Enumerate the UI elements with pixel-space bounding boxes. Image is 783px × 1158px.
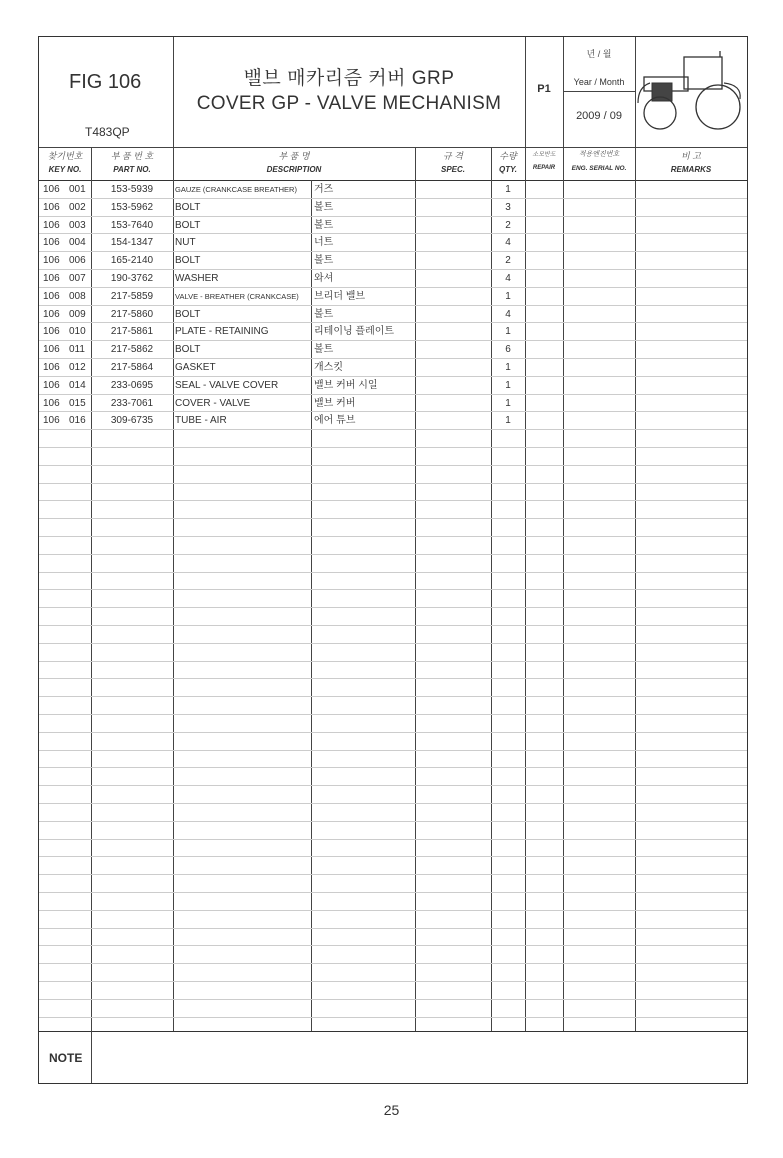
description-english: WASHER: [175, 273, 219, 284]
description-english: TUBE - AIR: [175, 415, 227, 427]
table-row: [39, 395, 747, 413]
description-english: VALVE - BREATHER (CRANKCASE): [175, 291, 299, 301]
page-code: P1: [537, 83, 551, 95]
description-english: GASKET: [175, 362, 216, 373]
parts-sheet: [38, 36, 748, 1084]
quantity: 4: [505, 273, 511, 284]
quantity: 4: [505, 237, 511, 249]
col-remarks-en: REMARKS: [670, 165, 712, 174]
description-korean: 볼트: [314, 308, 334, 320]
table-row: [39, 412, 747, 430]
table-row: [39, 430, 747, 448]
table-row: [39, 555, 747, 573]
col-part-ko: 부 품 번 호: [110, 151, 154, 161]
description-korean: 볼트: [314, 219, 334, 231]
table-row: [39, 181, 747, 199]
part-number: 165-2140: [110, 255, 154, 267]
quantity: 2: [505, 255, 511, 267]
table-row: [39, 1000, 747, 1018]
part-number: 217-5861: [110, 326, 154, 338]
quantity: 1: [505, 326, 511, 338]
description-korean: 볼트: [314, 344, 334, 356]
table-row: [39, 288, 747, 306]
tractor-icon: [636, 43, 748, 143]
description-english: BOLT: [175, 219, 201, 231]
key-number-prefix: 106: [43, 237, 60, 249]
col-repair-en: REPAIR: [532, 165, 556, 171]
table-row: [39, 199, 747, 217]
col-spec-en: SPEC.: [440, 165, 465, 174]
description-english: BOLT: [175, 308, 201, 320]
quantity: 1: [505, 362, 511, 373]
col-desc-en: DESCRIPTION: [266, 165, 322, 174]
key-number-prefix: 106: [43, 362, 60, 373]
description-korean: 브리더 밸브: [314, 290, 366, 302]
table-row: [39, 252, 747, 270]
description-english: GAUZE (CRANKCASE BREATHER): [175, 185, 297, 194]
table-row: [39, 234, 747, 252]
description-korean: 개스킷: [314, 362, 343, 373]
table-row: [39, 982, 747, 1000]
description-korean: 리테이닝 플레이트: [314, 326, 395, 338]
table-row: [39, 822, 747, 840]
table-row: [39, 590, 747, 608]
col-qty-ko: 수량: [499, 151, 517, 161]
key-number-suffix: 010: [69, 326, 86, 338]
col-remarks-ko: 비 고: [681, 151, 701, 161]
quantity: 1: [505, 415, 511, 427]
table-row: [39, 448, 747, 466]
col-serial-ko: 적용엔진번호: [578, 151, 620, 158]
key-number-suffix: 012: [69, 362, 86, 373]
key-number-suffix: 014: [69, 379, 86, 391]
table-row: [39, 804, 747, 822]
table-row: [39, 911, 747, 929]
table-row: [39, 893, 747, 911]
note-label: NOTE: [49, 1051, 83, 1065]
key-number-prefix: 106: [43, 308, 60, 320]
description-english: SEAL - VALVE COVER: [175, 379, 279, 391]
table-row: [39, 573, 747, 591]
description-english: NUT: [175, 237, 196, 249]
description-korean: 볼트: [314, 255, 334, 267]
key-number-suffix: 009: [69, 308, 86, 320]
quantity: 2: [505, 219, 511, 231]
key-number-suffix: 003: [69, 219, 86, 231]
part-number: 154-1347: [110, 237, 154, 249]
table-row: [39, 306, 747, 324]
part-number: 233-0695: [110, 379, 154, 391]
table-row: [39, 323, 747, 341]
key-number-prefix: 106: [43, 397, 60, 409]
table-row: [39, 359, 747, 377]
figure-number: FIG 106: [69, 71, 142, 93]
part-number: 309-6735: [110, 415, 154, 427]
title-korean: 밸브 매카리즘 커버 GRP: [243, 68, 455, 89]
table-row: [39, 662, 747, 680]
title-english: COVER GP - VALVE MECHANISM: [196, 93, 502, 114]
table-row: [39, 964, 747, 982]
key-number-suffix: 015: [69, 397, 86, 409]
key-number-suffix: 016: [69, 415, 86, 427]
key-number-prefix: 106: [43, 184, 60, 195]
part-number: 153-5962: [110, 201, 154, 213]
table-row: [39, 697, 747, 715]
description-korean: 거즈: [314, 184, 334, 195]
date-label-english: Year / Month: [573, 77, 625, 87]
table-row: [39, 929, 747, 947]
description-english: BOLT: [175, 201, 201, 213]
col-qty-en: QTY.: [499, 165, 517, 174]
col-repair-ko: 소모반도: [532, 152, 556, 158]
table-row: [39, 857, 747, 875]
part-number: 217-5860: [110, 308, 154, 320]
description-korean: 에어 튜브: [314, 415, 356, 427]
table-row: [39, 946, 747, 964]
key-number-prefix: 106: [43, 273, 60, 284]
table-row: [39, 768, 747, 786]
key-number-suffix: 002: [69, 201, 86, 213]
date-label-korean: 년 / 월: [586, 49, 612, 59]
description-korean: 밸브 커버 시일: [314, 379, 378, 391]
key-number-prefix: 106: [43, 326, 60, 338]
quantity: 1: [505, 379, 511, 391]
description-english: BOLT: [175, 255, 201, 267]
quantity: 6: [505, 344, 511, 356]
quantity: 4: [505, 308, 511, 320]
key-number-prefix: 106: [43, 290, 60, 302]
key-number-prefix: 106: [43, 415, 60, 427]
key-number-prefix: 106: [43, 255, 60, 267]
table-row: [39, 270, 747, 288]
part-number: 217-5862: [110, 344, 154, 356]
part-number: 190-3762: [110, 273, 154, 284]
part-number: 233-7061: [110, 397, 154, 409]
table-row: [39, 875, 747, 893]
part-number: 217-5859: [110, 290, 154, 302]
table-row: [39, 733, 747, 751]
description-english: PLATE - RETAINING: [175, 326, 269, 338]
col-desc-ko: 부 품 명: [278, 151, 310, 161]
col-spec-ko: 규 격: [443, 151, 463, 161]
table-row: [39, 608, 747, 626]
table-row: [39, 840, 747, 858]
description-korean: 볼트: [314, 201, 334, 213]
quantity: 1: [505, 397, 511, 409]
key-number-prefix: 106: [43, 201, 60, 213]
col-key-ko: 찾기번호: [47, 151, 83, 161]
key-number-suffix: 008: [69, 290, 86, 302]
key-number-suffix: 004: [69, 237, 86, 249]
model-code: T483QP: [85, 125, 130, 139]
parts-table-body: [39, 181, 747, 1031]
table-row: [39, 484, 747, 502]
table-row: [39, 341, 747, 359]
table-row: [39, 519, 747, 537]
table-row: [39, 501, 747, 519]
part-number: 217-5864: [110, 362, 154, 373]
table-row: [39, 715, 747, 733]
quantity: 1: [505, 290, 511, 302]
col-part-en: PART NO.: [113, 165, 151, 174]
quantity: 3: [505, 201, 511, 213]
key-number-suffix: 006: [69, 255, 86, 267]
table-row: [39, 537, 747, 555]
table-row: [39, 466, 747, 484]
table-row: [39, 377, 747, 395]
description-english: BOLT: [175, 344, 201, 356]
description-english: COVER - VALVE: [175, 397, 251, 409]
key-number-prefix: 106: [43, 344, 60, 356]
key-number-suffix: 001: [69, 184, 86, 195]
part-number: 153-7640: [110, 219, 154, 231]
description-korean: 밸브 커버: [314, 397, 356, 409]
key-number-prefix: 106: [43, 219, 60, 231]
key-number-suffix: 007: [69, 273, 86, 284]
col-key-en: KEY NO.: [48, 165, 82, 174]
table-row: [39, 751, 747, 769]
key-number-prefix: 106: [43, 379, 60, 391]
description-korean: 와셔: [314, 273, 334, 284]
table-row: [39, 786, 747, 804]
col-serial-en: ENG. SERIAL NO.: [571, 165, 627, 172]
table-row: [39, 679, 747, 697]
table-row: [39, 626, 747, 644]
key-number-suffix: 011: [69, 344, 85, 356]
table-row: [39, 644, 747, 662]
table-row: [39, 217, 747, 235]
page-number: 25: [383, 1102, 400, 1118]
quantity: 1: [505, 184, 511, 195]
part-number: 153-5939: [110, 184, 154, 195]
date-value: 2009 / 09: [576, 110, 622, 122]
description-korean: 너트: [314, 237, 334, 249]
